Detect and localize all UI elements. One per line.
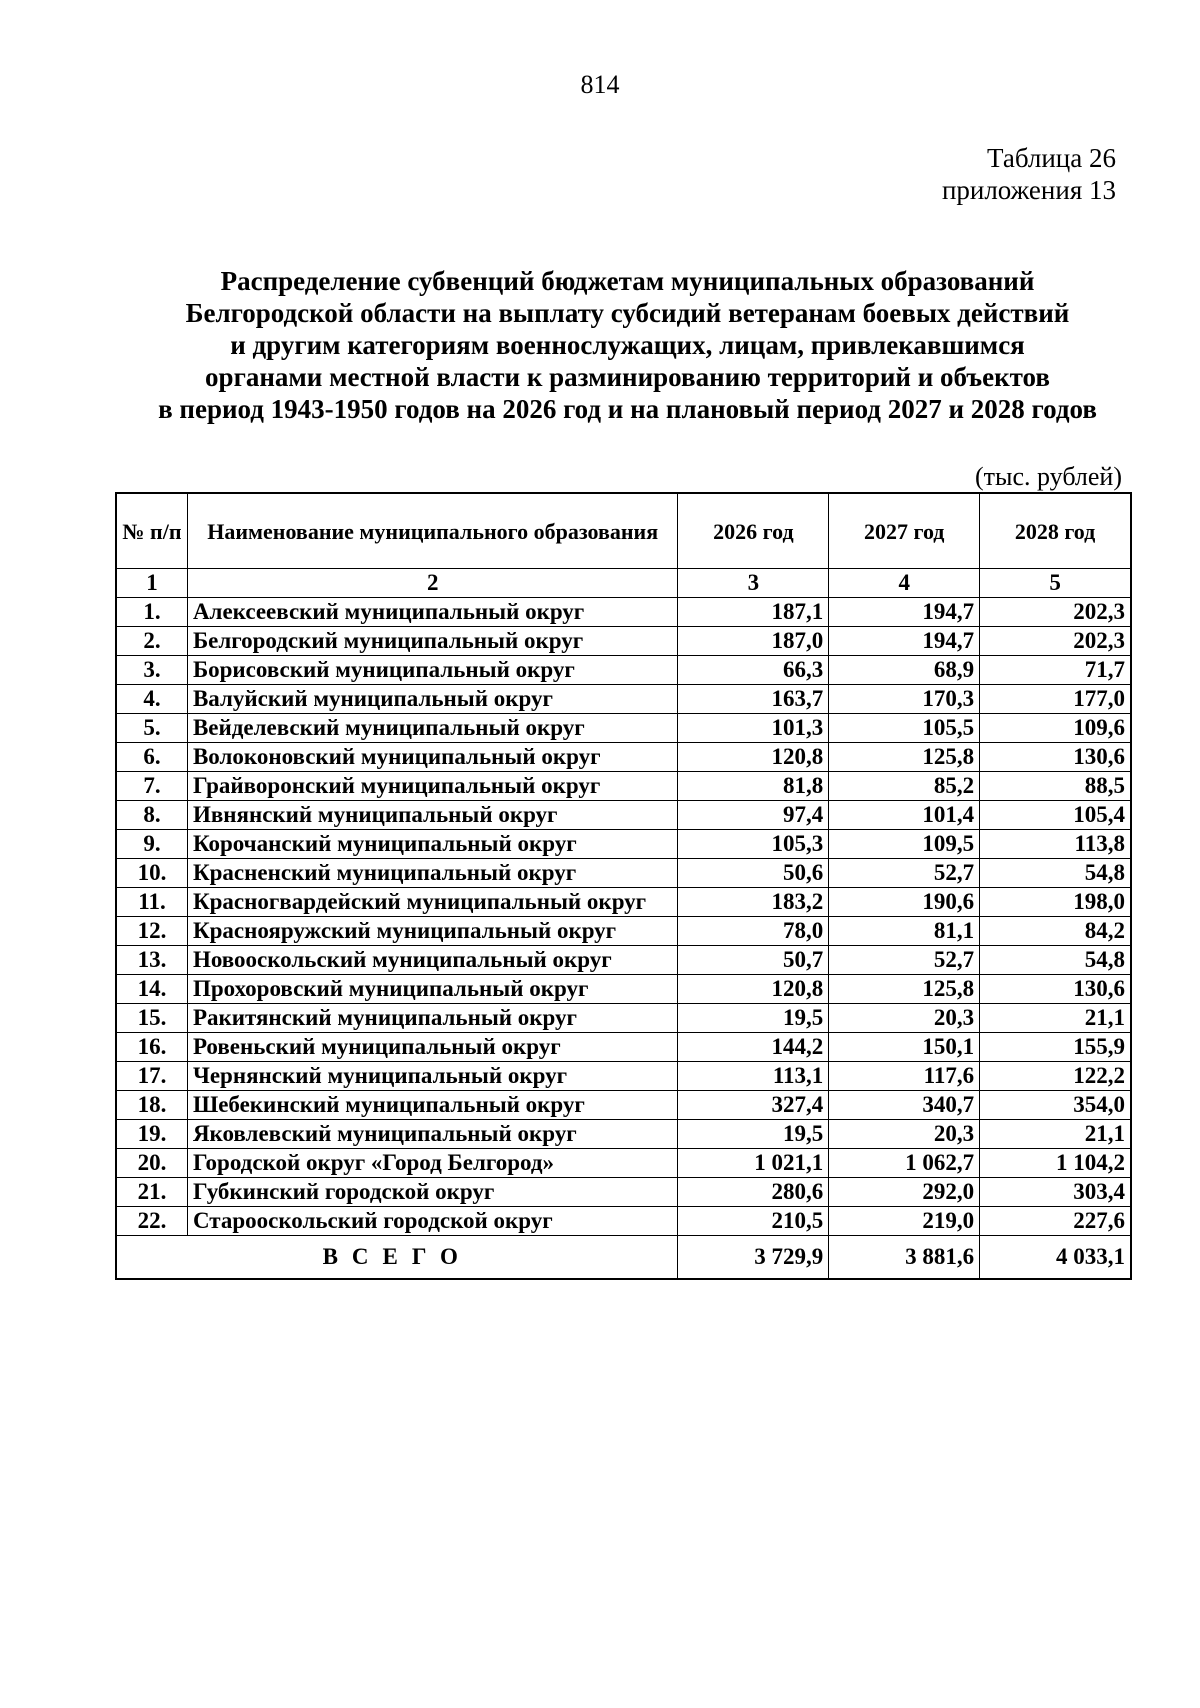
row-2027: 170,3 bbox=[829, 685, 980, 714]
row-name: Чернянский муниципальный округ bbox=[187, 1062, 678, 1091]
table-row bbox=[116, 598, 1131, 627]
row-2026: 327,4 bbox=[678, 1091, 829, 1120]
row-num: 7. bbox=[116, 772, 187, 801]
row-num: 2. bbox=[116, 627, 187, 656]
total-2027: 3 881,6 bbox=[829, 1236, 980, 1280]
table-row bbox=[116, 946, 1131, 975]
row-num: 22. bbox=[116, 1207, 187, 1236]
row-2026: 210,5 bbox=[678, 1207, 829, 1236]
table-row bbox=[116, 772, 1131, 801]
document-title bbox=[140, 265, 1115, 425]
row-name: Городской округ «Город Белгород» bbox=[187, 1149, 678, 1178]
row-name: Яковлевский муниципальный округ bbox=[187, 1120, 678, 1149]
row-2027: 20,3 bbox=[829, 1004, 980, 1033]
row-2026: 81,8 bbox=[678, 772, 829, 801]
row-name: Валуйский муниципальный округ bbox=[187, 685, 678, 714]
title-line: и другим категориям военнослужащих, лицам, привлекавшимся bbox=[230, 330, 1025, 360]
table-row bbox=[116, 1207, 1131, 1236]
row-name: Старооскольский городской округ bbox=[187, 1207, 678, 1236]
row-2028: 155,9 bbox=[980, 1033, 1131, 1062]
table-row bbox=[116, 830, 1131, 859]
table-row bbox=[116, 1091, 1131, 1120]
row-2026: 120,8 bbox=[678, 743, 829, 772]
row-num: 18. bbox=[116, 1091, 187, 1120]
row-2027: 52,7 bbox=[829, 859, 980, 888]
total-row bbox=[116, 1236, 1131, 1280]
title-line: в период 1943-1950 годов на 2026 год и на плановый период 2027 и 2028 годов bbox=[158, 394, 1097, 424]
row-2026: 280,6 bbox=[678, 1178, 829, 1207]
row-2026: 113,1 bbox=[678, 1062, 829, 1091]
row-num: 21. bbox=[116, 1178, 187, 1207]
table-row bbox=[116, 1033, 1131, 1062]
table-row bbox=[116, 685, 1131, 714]
row-2026: 187,0 bbox=[678, 627, 829, 656]
row-num: 12. bbox=[116, 917, 187, 946]
row-2028: 71,7 bbox=[980, 656, 1131, 685]
column-index: 2 bbox=[187, 569, 678, 598]
title-line: Распределение субвенций бюджетам муниципальных образований bbox=[220, 266, 1035, 296]
row-2028: 122,2 bbox=[980, 1062, 1131, 1091]
row-2028: 109,6 bbox=[980, 714, 1131, 743]
table-ref-line-2: приложения 13 bbox=[941, 175, 1116, 205]
table-row bbox=[116, 917, 1131, 946]
row-2027: 125,8 bbox=[829, 743, 980, 772]
row-2028: 21,1 bbox=[980, 1120, 1131, 1149]
row-num: 6. bbox=[116, 743, 187, 772]
table-row bbox=[116, 1178, 1131, 1207]
page-number: 814 bbox=[580, 70, 620, 99]
row-name: Ракитянский муниципальный округ bbox=[187, 1004, 678, 1033]
row-2027: 1 062,7 bbox=[829, 1149, 980, 1178]
row-num: 14. bbox=[116, 975, 187, 1004]
row-num: 8. bbox=[116, 801, 187, 830]
row-name: Алексеевский муниципальный округ bbox=[187, 598, 678, 627]
row-name: Красногвардейский муниципальный округ bbox=[187, 888, 678, 917]
table-row bbox=[116, 859, 1131, 888]
row-name: Ровеньский муниципальный округ bbox=[187, 1033, 678, 1062]
row-2027: 81,1 bbox=[829, 917, 980, 946]
row-2028: 54,8 bbox=[980, 946, 1131, 975]
row-2027: 125,8 bbox=[829, 975, 980, 1004]
header-name: Наименование муниципального образования bbox=[187, 493, 678, 569]
row-2026: 101,3 bbox=[678, 714, 829, 743]
header-num: № п/п bbox=[116, 493, 187, 569]
table-row bbox=[116, 714, 1131, 743]
row-2026: 78,0 bbox=[678, 917, 829, 946]
table-body bbox=[116, 598, 1131, 1236]
row-2027: 20,3 bbox=[829, 1120, 980, 1149]
title-line: органами местной власти к разминированию территорий и объектов bbox=[205, 362, 1050, 392]
row-2028: 227,6 bbox=[980, 1207, 1131, 1236]
row-num: 19. bbox=[116, 1120, 187, 1149]
row-2028: 88,5 bbox=[980, 772, 1131, 801]
table-header-row bbox=[116, 493, 1131, 569]
row-name: Ивнянский муниципальный округ bbox=[187, 801, 678, 830]
row-num: 10. bbox=[116, 859, 187, 888]
subventions-table bbox=[115, 492, 1132, 1280]
row-2026: 183,2 bbox=[678, 888, 829, 917]
row-2027: 85,2 bbox=[829, 772, 980, 801]
row-name: Борисовский муниципальный округ bbox=[187, 656, 678, 685]
table-row bbox=[116, 656, 1131, 685]
row-2027: 190,6 bbox=[829, 888, 980, 917]
row-num: 16. bbox=[116, 1033, 187, 1062]
table-row bbox=[116, 1149, 1131, 1178]
table-row bbox=[116, 888, 1131, 917]
row-name: Красненский муниципальный округ bbox=[187, 859, 678, 888]
table-row bbox=[116, 743, 1131, 772]
row-2028: 303,4 bbox=[980, 1178, 1131, 1207]
table-row bbox=[116, 1062, 1131, 1091]
row-2027: 194,7 bbox=[829, 598, 980, 627]
total-label: ВСЕГО bbox=[116, 1236, 678, 1280]
row-2026: 19,5 bbox=[678, 1120, 829, 1149]
row-name: Губкинский городской округ bbox=[187, 1178, 678, 1207]
row-2027: 105,5 bbox=[829, 714, 980, 743]
row-2027: 194,7 bbox=[829, 627, 980, 656]
row-2026: 50,6 bbox=[678, 859, 829, 888]
row-2028: 130,6 bbox=[980, 743, 1131, 772]
row-2027: 52,7 bbox=[829, 946, 980, 975]
row-2028: 54,8 bbox=[980, 859, 1131, 888]
table-reference bbox=[942, 142, 1116, 206]
row-2026: 19,5 bbox=[678, 1004, 829, 1033]
row-2028: 105,4 bbox=[980, 801, 1131, 830]
column-index-row bbox=[116, 569, 1131, 598]
row-num: 3. bbox=[116, 656, 187, 685]
row-name: Белгородский муниципальный округ bbox=[187, 627, 678, 656]
row-2028: 202,3 bbox=[980, 627, 1131, 656]
row-2026: 97,4 bbox=[678, 801, 829, 830]
column-index: 3 bbox=[678, 569, 829, 598]
row-2026: 163,7 bbox=[678, 685, 829, 714]
table-row bbox=[116, 627, 1131, 656]
table-row bbox=[116, 1004, 1131, 1033]
row-2028: 130,6 bbox=[980, 975, 1131, 1004]
row-2028: 198,0 bbox=[980, 888, 1131, 917]
table-row bbox=[116, 1120, 1131, 1149]
row-2028: 113,8 bbox=[980, 830, 1131, 859]
title-line: Белгородской области на выплату субсидий ветеранам боевых действий bbox=[185, 298, 1070, 328]
row-2027: 68,9 bbox=[829, 656, 980, 685]
table-ref-line-1: Таблица 26 bbox=[987, 143, 1116, 173]
row-2026: 144,2 bbox=[678, 1033, 829, 1062]
row-num: 15. bbox=[116, 1004, 187, 1033]
row-2028: 354,0 bbox=[980, 1091, 1131, 1120]
row-2028: 177,0 bbox=[980, 685, 1131, 714]
row-num: 4. bbox=[116, 685, 187, 714]
row-num: 5. bbox=[116, 714, 187, 743]
total-2028: 4 033,1 bbox=[980, 1236, 1131, 1280]
row-num: 17. bbox=[116, 1062, 187, 1091]
column-index: 4 bbox=[829, 569, 980, 598]
row-num: 11. bbox=[116, 888, 187, 917]
row-num: 9. bbox=[116, 830, 187, 859]
row-2028: 84,2 bbox=[980, 917, 1131, 946]
row-2026: 1 021,1 bbox=[678, 1149, 829, 1178]
row-2028: 1 104,2 bbox=[980, 1149, 1131, 1178]
row-2027: 109,5 bbox=[829, 830, 980, 859]
row-name: Прохоровский муниципальный округ bbox=[187, 975, 678, 1004]
units-label: (тыс. рублей) bbox=[974, 462, 1122, 491]
row-num: 20. bbox=[116, 1149, 187, 1178]
row-2028: 202,3 bbox=[980, 598, 1131, 627]
row-2027: 150,1 bbox=[829, 1033, 980, 1062]
total-2026: 3 729,9 bbox=[678, 1236, 829, 1280]
table-row bbox=[116, 801, 1131, 830]
header-2027: 2027 год bbox=[829, 493, 980, 569]
row-2027: 101,4 bbox=[829, 801, 980, 830]
row-2026: 50,7 bbox=[678, 946, 829, 975]
row-2026: 187,1 bbox=[678, 598, 829, 627]
row-2026: 105,3 bbox=[678, 830, 829, 859]
row-name: Шебекинский муниципальный округ bbox=[187, 1091, 678, 1120]
row-2026: 120,8 bbox=[678, 975, 829, 1004]
row-2027: 117,6 bbox=[829, 1062, 980, 1091]
table-row bbox=[116, 975, 1131, 1004]
row-name: Корочанский муниципальный округ bbox=[187, 830, 678, 859]
row-2027: 292,0 bbox=[829, 1178, 980, 1207]
row-2026: 66,3 bbox=[678, 656, 829, 685]
column-index: 1 bbox=[116, 569, 187, 598]
row-2028: 21,1 bbox=[980, 1004, 1131, 1033]
row-num: 13. bbox=[116, 946, 187, 975]
row-2027: 219,0 bbox=[829, 1207, 980, 1236]
column-index: 5 bbox=[980, 569, 1131, 598]
header-2028: 2028 год bbox=[980, 493, 1131, 569]
row-2027: 340,7 bbox=[829, 1091, 980, 1120]
header-2026: 2026 год bbox=[678, 493, 829, 569]
row-name: Вейделевский муниципальный округ bbox=[187, 714, 678, 743]
row-num: 1. bbox=[116, 598, 187, 627]
row-name: Волоконовский муниципальный округ bbox=[187, 743, 678, 772]
row-name: Краснояружский муниципальный округ bbox=[187, 917, 678, 946]
row-name: Грайворонский муниципальный округ bbox=[187, 772, 678, 801]
row-name: Новооскольский муниципальный округ bbox=[187, 946, 678, 975]
